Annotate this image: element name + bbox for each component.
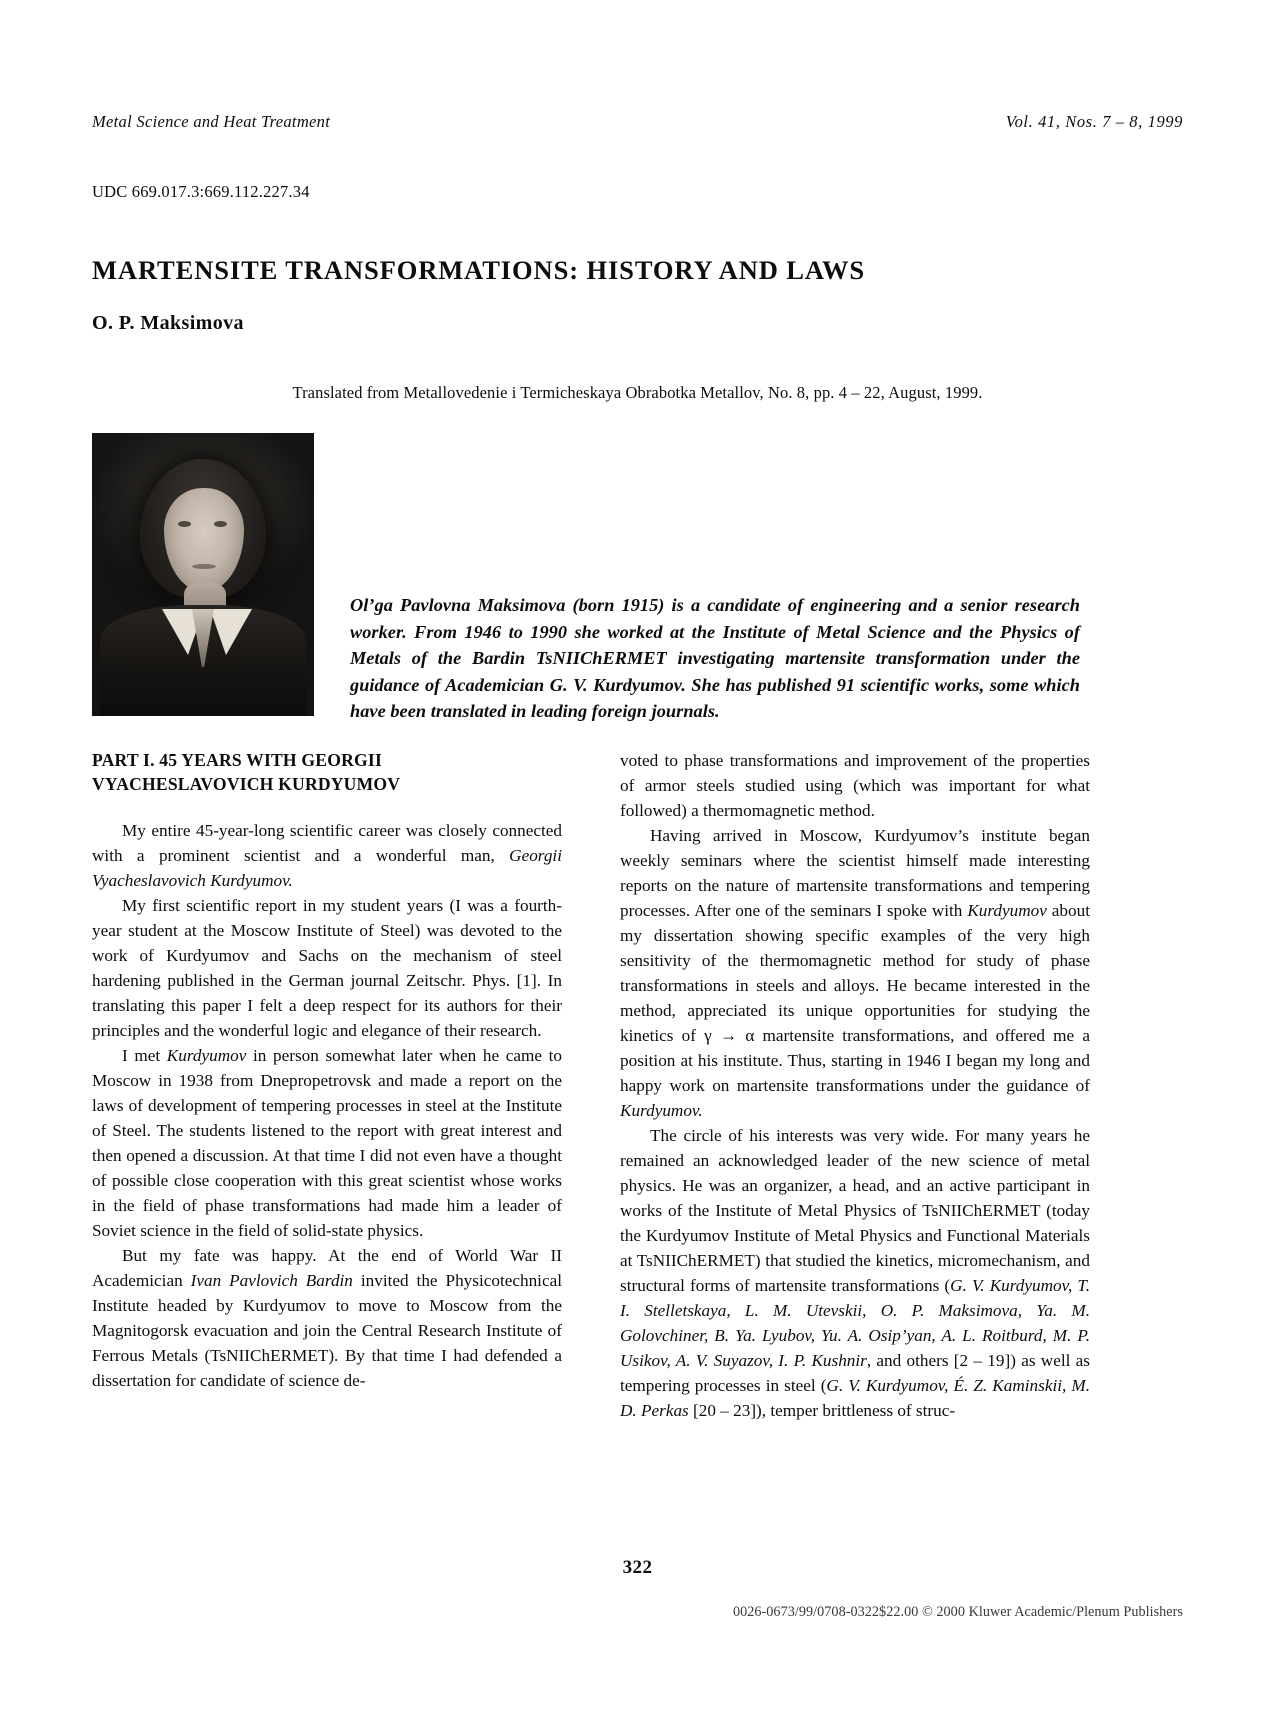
body-column-left [92, 748, 562, 1393]
body-paragraph [620, 823, 1090, 1123]
body-text: about my dissertation showing specific examples of the very high sensitivity of the thermomagnetic method for study of phase transformations in steels and alloys. He became interested in the method, appreciated its unique opportunities for studying the kinetics of γ → α martensite transformations, and offered me a position at his institute. Thus, starting in 1946 I began my long and happy work on martensite transformations under the guidance of [620, 901, 1090, 1095]
emphasis-text: Kurdyumov [166, 1046, 247, 1065]
author-portrait-photo [92, 433, 314, 716]
body-text: invited the Physicotechnical Institute headed by Kurdyumov to move to Moscow from the Magnitogorsk evacuation and join the Central Research Institute of Ferrous Metals (TsNIIChERMET). By that time I had defended a dissertation for candidate of science de- [92, 1271, 562, 1390]
body-text: voted to phase transformations and improvement of the properties of armor steels studied using (which was important for what followed) a thermomagnetic method. [620, 751, 1090, 820]
author-name: O. P. Maksimova [92, 312, 244, 334]
author-biography: Ol’ga Pavlovna Maksimova (born 1915) is a candidate of engineering and a senior research worker. From 1946 to 1990 she worked at the Institute of Metal Science and the Physics of Metals of the Bardin TsNIIChERMET investigating martensite transformation under the guidance of Academician G. V. Kurdyumov. She has published 91 scientific works, some which have been translated in leading foreign journals. [350, 595, 1080, 722]
body-text: My entire 45-year-long scientific career was closely connected with a prominent scientist and a wonderful man, [92, 821, 562, 865]
body-paragraph [92, 893, 562, 1043]
translation-note: Translated from Metallovedenie i Termicheskaya Obrabotka Metallov, No. 8, pp. 4 – 22, August, 1999. [292, 383, 983, 402]
photo-grain-overlay [92, 433, 314, 716]
emphasis-text: Kurdyumov [967, 901, 1047, 920]
body-text: in person somewhat later when he came to Moscow in 1938 from Dnepropetrovsk and made a report on the laws of development of tempering processes in steel at the Institute of Steel. The students listened to the report with great interest and then opened a discussion. At that time I did not even have a thought of possible close cooperation with this great scientist whose works in the field of phase transformations had made him a leader of Soviet science in the field of solid-state physics. [92, 1046, 562, 1240]
right-column-paragraphs [620, 748, 1090, 1423]
body-paragraph [92, 1243, 562, 1393]
body-text: I met [122, 1046, 167, 1065]
body-text: [20 – 23]), temper brittleness of struc- [688, 1401, 956, 1420]
emphasis-text: G. V. Kurdyumov, T. I. Stelletskaya, L. M. Utevskii, O. P. Maksimova, Ya. M. Golovchiner, B. Ya. Lyubov, Yu. A. Osip’yan, A. L. Roitburd, M. P. Usikov, A. V. Suyazov, I. P. Kushnir [620, 1276, 1090, 1370]
page-title: MARTENSITE TRANSFORMATIONS: HISTORY AND LAWS [92, 254, 866, 285]
body-text: But my fate was happy. At the end of World War II Academician [92, 1246, 562, 1290]
left-column-paragraphs [92, 818, 562, 1393]
body-paragraph [92, 1043, 562, 1243]
emphasis-text: G. V. Kurdyumov, É. Z. Kaminskii, M. D. Perkas [620, 1376, 1090, 1420]
body-text: The circle of his interests was very wide. For many years he remained an acknowledged leader of the new science of metal physics. He was an organizer, a head, and an active participant in works of the Institute of Metal Physics of TsNIIChERMET (today the Kurdyumov Institute of Metal Physics and Functional Materials at TsNIIChERMET) that studied the kinetics, micromechanism, and structural forms of martensite transformations ( [620, 1126, 1090, 1295]
running-head [92, 112, 1183, 132]
emphasis-text: Georgii Vyacheslavovich Kurdyumov. [92, 846, 562, 890]
volume-issue-year: Vol. 41, Nos. 7 – 8, 1999 [1005, 112, 1183, 131]
page-number: 322 [622, 1557, 653, 1578]
body-paragraph [620, 1123, 1090, 1423]
copyright-line: 0026-0673/99/0708-0322$22.00 © 2000 Kluwer Academic/Plenum Publishers [732, 1604, 1183, 1620]
body-paragraph [620, 748, 1090, 823]
emphasis-text: Kurdyumov. [620, 1101, 703, 1120]
body-text: Having arrived in Moscow, Kurdyumov’s institute began weekly seminars where the scientist himself made interesting reports on the nature of martensite transformations and tempering processes. After one of the seminars I spoke with [620, 826, 1090, 920]
section-heading: PART I. 45 YEARS WITH GEORGII VYACHESLAVOVICH KURDYUMOV [92, 750, 401, 794]
body-text: My first scientific report in my student years (I was a fourth-year student at the Moscow Institute of Steel) was devoted to the work of Kurdyumov and Sachs on the mechanism of steel hardening published in the German journal Zeitschr. Phys. [1]. In translating this paper I felt a deep respect for its authors for their principles and the wonderful logic and elegance of their research. [92, 896, 562, 1040]
journal-name: Metal Science and Heat Treatment [92, 112, 331, 131]
body-column-right [620, 748, 1090, 1423]
body-paragraph [92, 818, 562, 893]
body-text: , and others [2 – 19]) as well as tempering processes in steel ( [620, 1351, 1090, 1395]
emphasis-text: Ivan Pavlovich Bardin [190, 1271, 353, 1290]
udc-code: UDC 669.017.3:669.112.227.34 [92, 182, 310, 201]
